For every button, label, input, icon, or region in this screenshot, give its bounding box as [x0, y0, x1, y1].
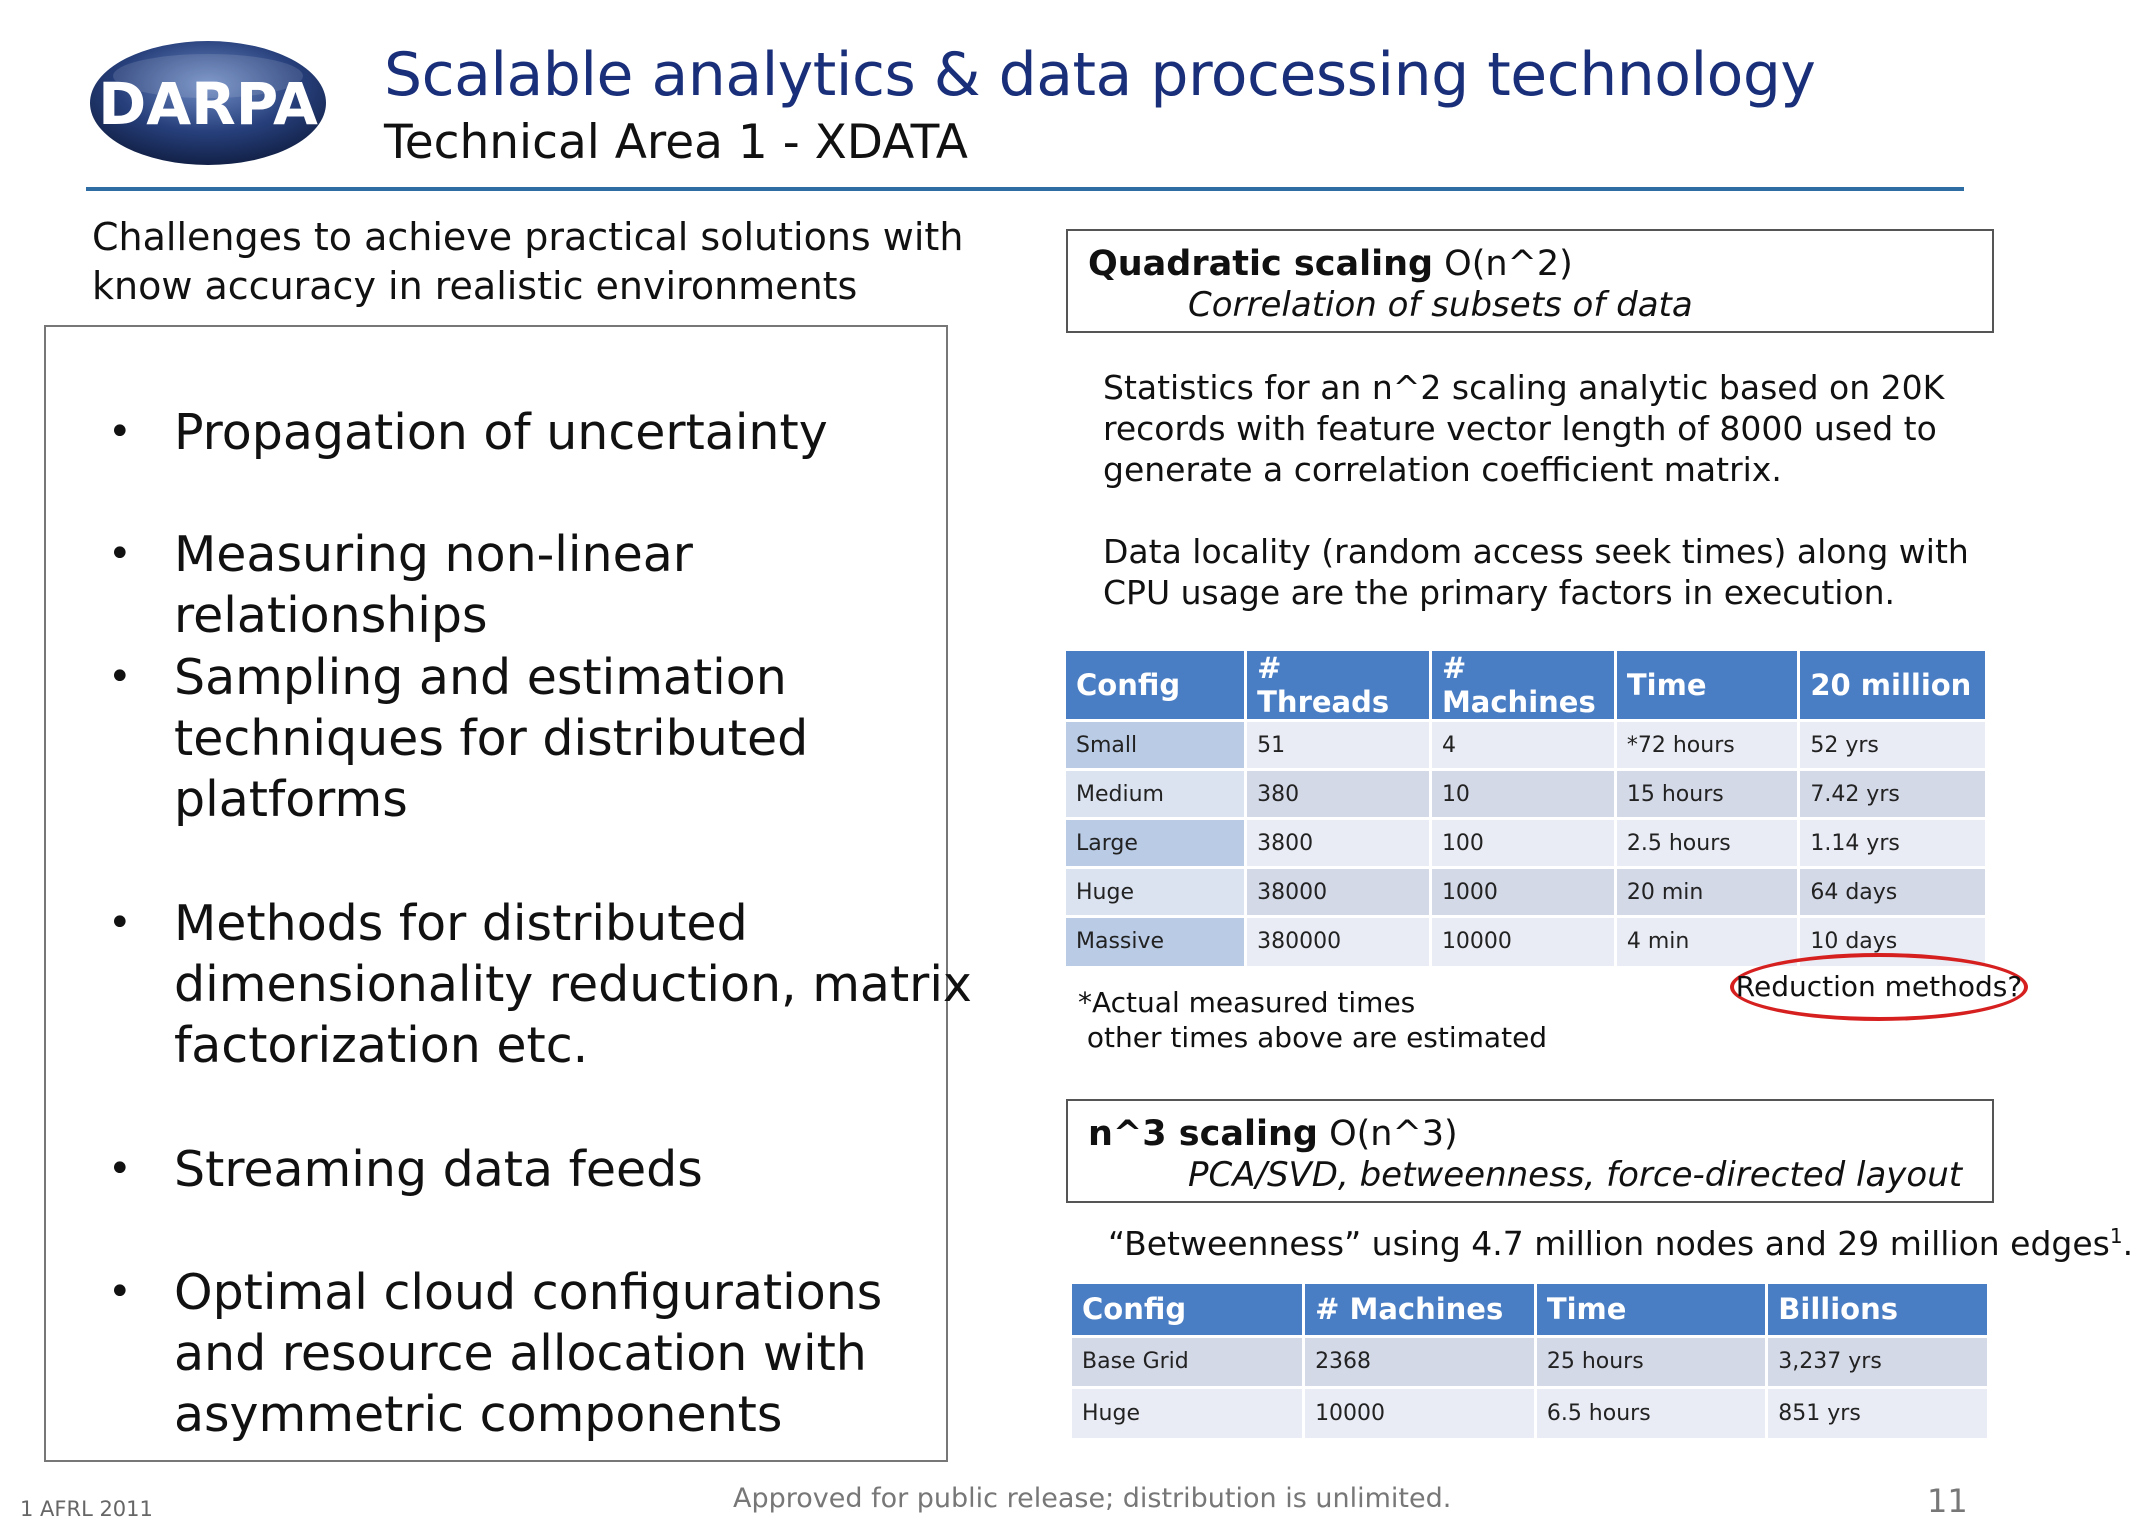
- cubic-label: n^3 scaling: [1088, 1114, 1318, 1154]
- bullet-icon: •: [108, 409, 132, 455]
- bullet-icon: •: [108, 1269, 132, 1315]
- table-cell: 100: [1430, 819, 1615, 868]
- n2-scaling-table: [1066, 651, 1988, 966]
- quadratic-scaling-box: [1066, 229, 1994, 333]
- note-line: *Actual measured times: [1078, 986, 1416, 1019]
- table-header-cell: # Machines: [1304, 1284, 1536, 1336]
- table-cell: 25 hours: [1535, 1336, 1766, 1387]
- table-header-cell: Time: [1615, 651, 1798, 721]
- table-cell: Huge: [1066, 868, 1246, 917]
- logo-text: DARPA: [98, 70, 318, 138]
- bullet-icon: •: [108, 654, 132, 700]
- table-cell: *72 hours: [1615, 721, 1798, 770]
- bullet-text: Streaming data feeds: [174, 1141, 703, 1198]
- table-cell: 3800: [1246, 819, 1431, 868]
- table-row: [1066, 721, 1987, 770]
- cubic-scaling-subtitle: PCA/SVD, betweenness, force-directed layout: [1188, 1155, 1963, 1195]
- table-cell: Small: [1066, 721, 1246, 770]
- cubic-scaling-box: [1066, 1099, 1994, 1203]
- table-cell: Huge: [1072, 1387, 1304, 1438]
- table-cell: 4 min: [1615, 917, 1798, 966]
- bullet-text: Propagation of uncertainty: [174, 404, 828, 461]
- table-cell: Massive: [1066, 917, 1246, 966]
- quadratic-scaling-heading: [1088, 243, 1992, 285]
- table-cell: 64 days: [1799, 868, 1987, 917]
- cubic-complexity: O(n^3): [1317, 1114, 1458, 1154]
- table-cell: 7.42 yrs: [1799, 770, 1987, 819]
- betweenness-caption: [1108, 1215, 2133, 1265]
- betweenness-text: “Betweenness” using 4.7 million nodes and 29 million edges: [1108, 1224, 2110, 1263]
- table-row: [1066, 819, 1987, 868]
- page-title: Scalable analytics & data processing technology: [384, 40, 1816, 110]
- quadratic-scaling-subtitle: Correlation of subsets of data: [1188, 285, 1693, 325]
- table-cell: 10 days: [1799, 917, 1987, 966]
- table-cell: Large: [1066, 819, 1246, 868]
- table-cell: 1000: [1430, 868, 1615, 917]
- table-header-cell: Time: [1535, 1284, 1766, 1336]
- note-line: other times above are estimated: [1078, 1021, 1548, 1054]
- bullet-text: Sampling and estimation techniques for distributed platforms: [174, 649, 809, 828]
- table-cell: Base Grid: [1072, 1336, 1304, 1387]
- table-header-cell: # Threads: [1246, 651, 1431, 721]
- table-cell: 4: [1430, 721, 1615, 770]
- betweenness-period: .: [2122, 1224, 2133, 1263]
- table-cell: 2368: [1304, 1336, 1536, 1387]
- table-header-cell: 20 million: [1799, 651, 1987, 721]
- bullet-icon: •: [108, 1146, 132, 1192]
- table-row: [1066, 770, 1987, 819]
- bullet-text: Methods for distributed dimensionality reduction, matrix factorization etc.: [174, 895, 972, 1074]
- table-cell: 52 yrs: [1799, 721, 1987, 770]
- locality-paragraph: Data locality (random access seek times) along with CPU usage are the primary factors in execution.: [1103, 532, 1969, 612]
- table-row: [1072, 1387, 1989, 1438]
- bullet-icon: •: [108, 531, 132, 577]
- table-cell: 10: [1430, 770, 1615, 819]
- bullet-text: Measuring non-linear relationships: [174, 526, 693, 644]
- table-cell: 380: [1246, 770, 1431, 819]
- table-cell: 6.5 hours: [1535, 1387, 1766, 1438]
- table-cell: 1.14 yrs: [1799, 819, 1987, 868]
- table-cell: 2.5 hours: [1615, 819, 1798, 868]
- n3-scaling-table: [1072, 1284, 1990, 1438]
- table-cell: 3,237 yrs: [1767, 1336, 1989, 1387]
- page-subtitle: Technical Area 1 - XDATA: [384, 115, 968, 170]
- quadratic-label: Quadratic scaling: [1088, 244, 1434, 284]
- quadratic-complexity: O(n^2): [1433, 244, 1573, 284]
- page-number: 11: [1927, 1482, 1968, 1520]
- table-header-row: [1072, 1284, 1989, 1336]
- table-header-cell: Billions: [1767, 1284, 1989, 1336]
- header-divider: [86, 187, 1964, 191]
- table-header-cell: # Machines: [1430, 651, 1615, 721]
- reduction-methods-callout: Reduction methods?: [1730, 953, 2028, 1021]
- table-cell: 51: [1246, 721, 1431, 770]
- footer-release-notice: Approved for public release; distribution is unlimited.: [733, 1483, 1452, 1514]
- table-cell: 380000: [1246, 917, 1431, 966]
- challenges-heading: Challenges to achieve practical solutions with know accuracy in realistic environments: [92, 215, 964, 308]
- table-header-cell: Config: [1066, 651, 1246, 721]
- measured-times-note: [1078, 985, 1547, 1055]
- table-header-cell: Config: [1072, 1284, 1304, 1336]
- table-cell: 20 min: [1615, 868, 1798, 917]
- bullet-text: Optimal cloud configurations and resource allocation with asymmetric components: [174, 1264, 883, 1443]
- bullet-icon: •: [108, 900, 132, 946]
- table-row: [1066, 868, 1987, 917]
- table-header-row: [1066, 651, 1987, 721]
- table-cell: 10000: [1304, 1387, 1536, 1438]
- table-cell: 10000: [1430, 917, 1615, 966]
- table-cell: Medium: [1066, 770, 1246, 819]
- stats-paragraph: Statistics for an n^2 scaling analytic based on 20K records with feature vector length of 8000 used to generate a correlation coefficient matrix.: [1103, 368, 1945, 489]
- footer-credit: 1 AFRL 2011: [20, 1497, 153, 1521]
- table-cell: 851 yrs: [1767, 1387, 1989, 1438]
- challenges-box: [44, 325, 972, 1462]
- table-row: [1072, 1336, 1989, 1387]
- darpa-logo: [88, 38, 328, 168]
- table-cell: 15 hours: [1615, 770, 1798, 819]
- footnote-marker: 1: [2109, 1224, 2123, 1248]
- cubic-scaling-heading: [1088, 1113, 1992, 1155]
- table-cell: 38000: [1246, 868, 1431, 917]
